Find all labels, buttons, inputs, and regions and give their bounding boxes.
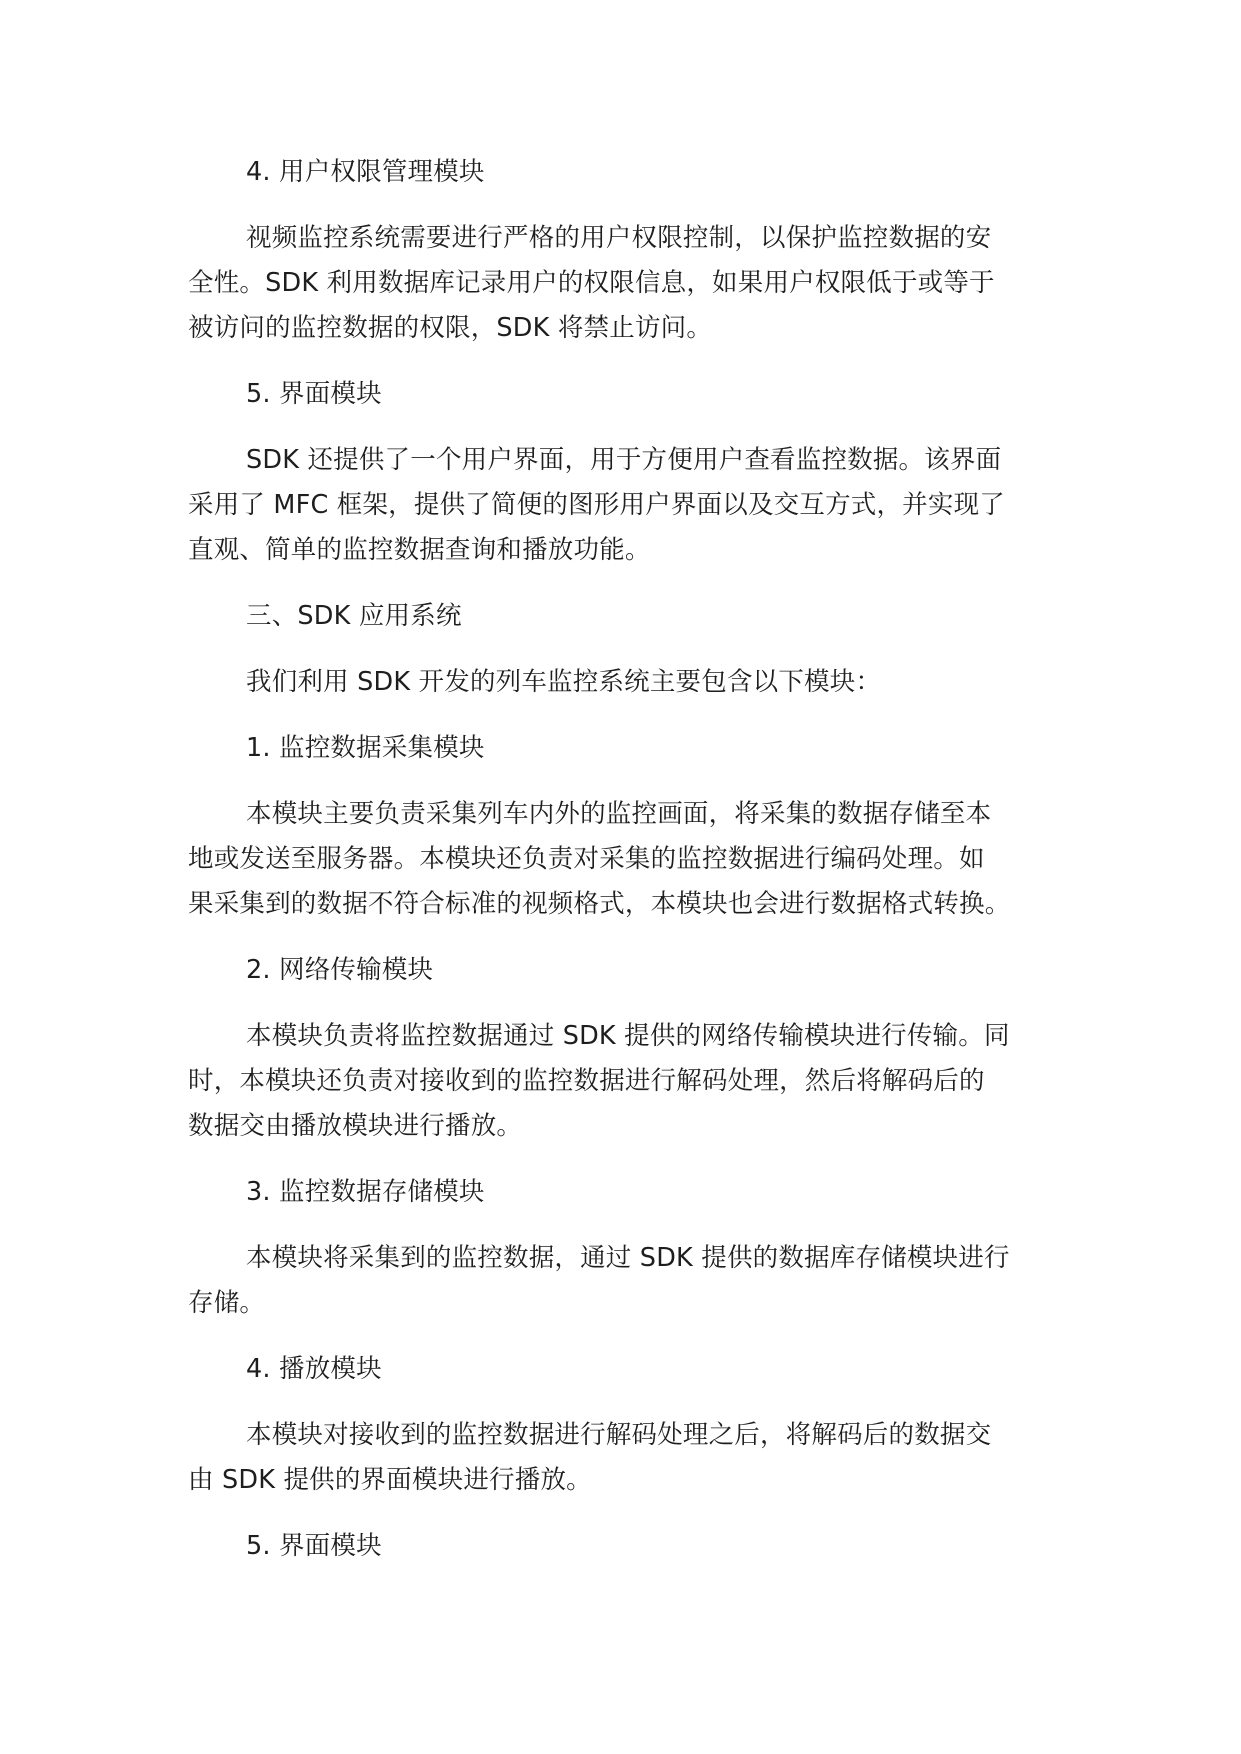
paragraph-line: 本模块主要负责采集列车内外的监控画面，将采集的数据存储至本 [246,799,992,829]
paragraph-line: 本模块对接收到的监控数据进行解码处理之后，将解码后的数据交 [246,1420,992,1450]
paragraph-line: 全性。SDK 利用数据库记录用户的权限信息，如果用户权限低于或等于 [188,268,995,298]
paragraph-line: 数据交由播放模块进行播放。 [188,1111,523,1141]
paragraph-line: 采用了 MFC 框架，提供了简便的图形用户界面以及交互方式，并实现了 [188,490,1005,520]
paragraph-line: 果采集到的数据不符合标准的视频格式，本模块也会进行数据格式转换。 [188,889,1011,919]
section-heading: 1. 监控数据采集模块 [246,733,485,763]
body-paragraph [188,216,1068,351]
section-heading: 5. 界面模块 [246,379,382,409]
paragraph-line: 本模块负责将监控数据通过 SDK 提供的网络传输模块进行传输。同 [246,1021,1010,1051]
section-heading: 4. 用户权限管理模块 [246,157,485,187]
paragraph-line: 本模块将采集到的监控数据，通过 SDK 提供的数据库存储模块进行 [246,1243,1010,1273]
paragraph-line: 被访问的监控数据的权限，SDK 将禁止访问。 [188,313,713,343]
body-paragraph [188,438,1068,573]
section-heading: 3. 监控数据存储模块 [246,1177,485,1207]
paragraph-line: 存储。 [188,1288,266,1318]
section-heading: 我们利用 SDK 开发的列车监控系统主要包含以下模块： [246,667,882,697]
document-body [188,150,1068,1590]
paragraph-line: 直观、简单的监控数据查询和播放功能。 [188,535,651,565]
paragraph-line: 时，本模块还负责对接收到的监控数据进行解码处理，然后将解码后的 [188,1066,985,1096]
section-heading: 2. 网络传输模块 [246,955,434,985]
section-heading: 三、SDK 应用系统 [246,601,462,631]
section-heading: 4. 播放模块 [246,1354,382,1384]
body-paragraph [188,1236,1068,1326]
paragraph-line: 视频监控系统需要进行严格的用户权限控制，以保护监控数据的安 [246,223,992,253]
paragraph-line: 地或发送至服务器。本模块还负责对采集的监控数据进行编码处理。如 [188,844,985,874]
paragraph-line: 由 SDK 提供的界面模块进行播放。 [188,1465,592,1495]
paragraph-line: SDK 还提供了一个用户界面，用于方便用户查看监控数据。该界面 [246,445,1002,475]
body-paragraph [188,1014,1068,1149]
body-paragraph [188,1413,1068,1503]
section-heading: 5. 界面模块 [246,1531,382,1561]
body-paragraph [188,792,1068,927]
